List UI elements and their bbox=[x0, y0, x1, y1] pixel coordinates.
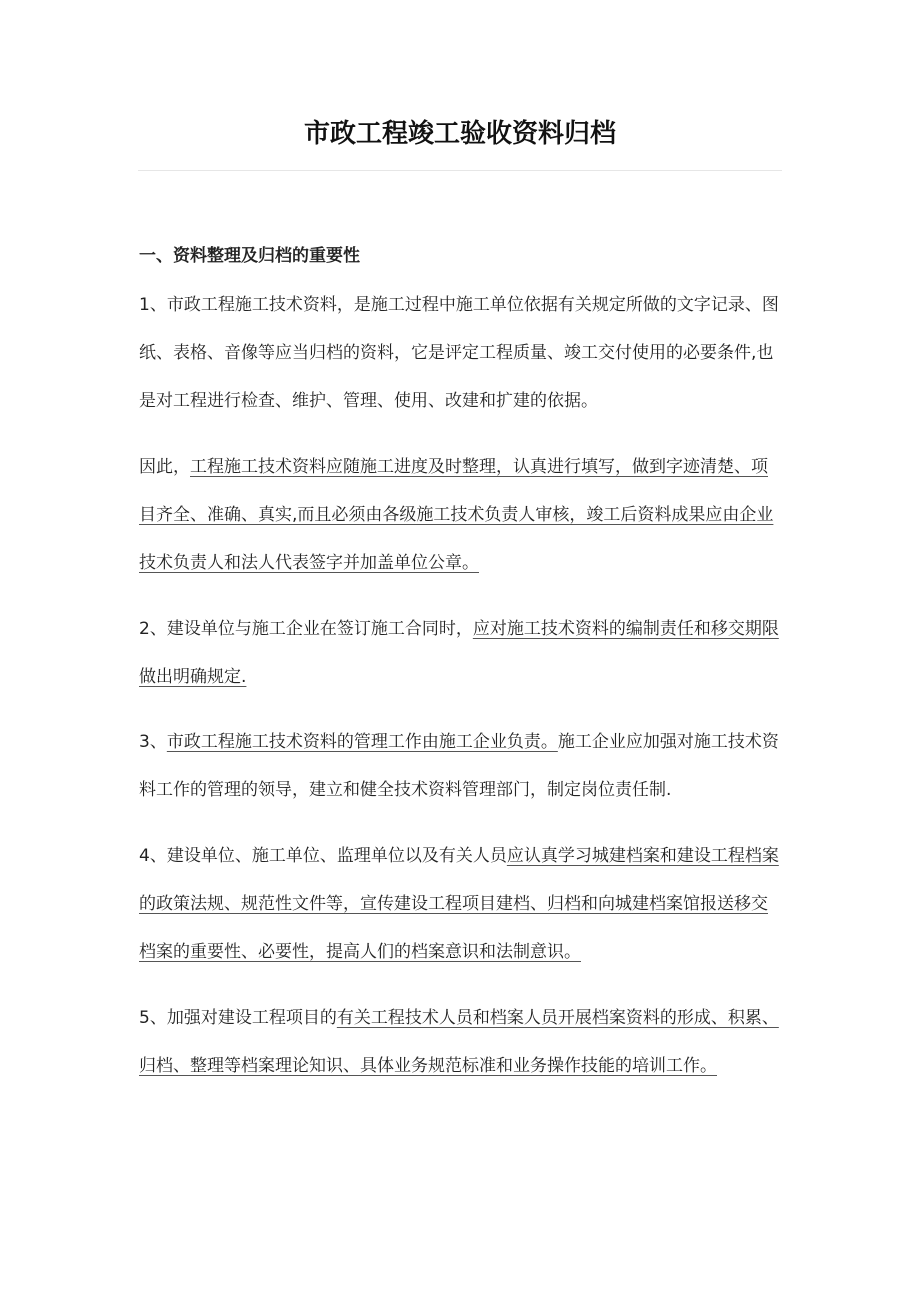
paragraph-1 bbox=[139, 281, 783, 425]
document-title: 市政工程竣工验收资料归档 bbox=[303, 119, 616, 149]
text-segment: 2、建设单位与施工企业在签订施工合同时， bbox=[139, 619, 473, 639]
text-segment: 因此， bbox=[139, 457, 190, 477]
paragraph-3 bbox=[139, 605, 783, 701]
underlined-text-segment: 工程施工技术资料应随施工进度及时整理，认真进行填写，做到字迹清楚、项目齐全、准确、真实,而且必须由各级施工技术负责人审核，竣工后资料成果应由企业技术负责人和法人代表签字并加盖单位公章。 bbox=[139, 457, 774, 573]
text-segment: 4、建设单位、施工单位、监理单位以及有关人员 bbox=[139, 846, 507, 866]
text-segment: 5、加强对建设工程项目的 bbox=[139, 1008, 337, 1028]
paragraph-5 bbox=[139, 832, 783, 976]
text-segment: 3、 bbox=[139, 732, 167, 752]
paragraph-6 bbox=[139, 994, 783, 1090]
text-segment: 1、市政工程施工技术资料，是施工过程中施工单位依据有关规定所做的文字记录、图纸、表格、音像等应当归档的资料，它是评定工程质量、竣工交付使用的必要条件,也是对工程进行检查、维护、管理、使用、改建和扩建的依据。 bbox=[139, 295, 779, 411]
section-heading: 一、资料整理及归档的重要性 bbox=[139, 246, 360, 266]
title-divider bbox=[138, 170, 782, 171]
paragraph-2 bbox=[139, 443, 783, 587]
text-segment: 施工企业应加强对施工技术资料工作的管理的领导，建立和健全技术资料管理部门，制定岗位责任制. bbox=[139, 732, 779, 800]
underlined-text-segment: 应对施工技术资料的编制责任和移交期限做出明确规定. bbox=[139, 619, 779, 687]
underlined-text-segment: 有关工程技术人员和档案人员开展档案资料的形成、积累、归档、整理等档案理论知识、具体业务规范标准和业务操作技能的培训工作。 bbox=[139, 1008, 779, 1076]
underlined-text-segment: 应认真学习城建档案和建设工程档案的政策法规、规范性文件等，宣传建设工程项目建档、归档和向城建档案馆报送移交档案的重要性、必要性，提高人们的档案意识和法制意识。 bbox=[139, 846, 779, 962]
underlined-text-segment: 市政工程施工技术资料的管理工作由施工企业负责。 bbox=[166, 732, 558, 752]
paragraph-4 bbox=[139, 718, 783, 814]
